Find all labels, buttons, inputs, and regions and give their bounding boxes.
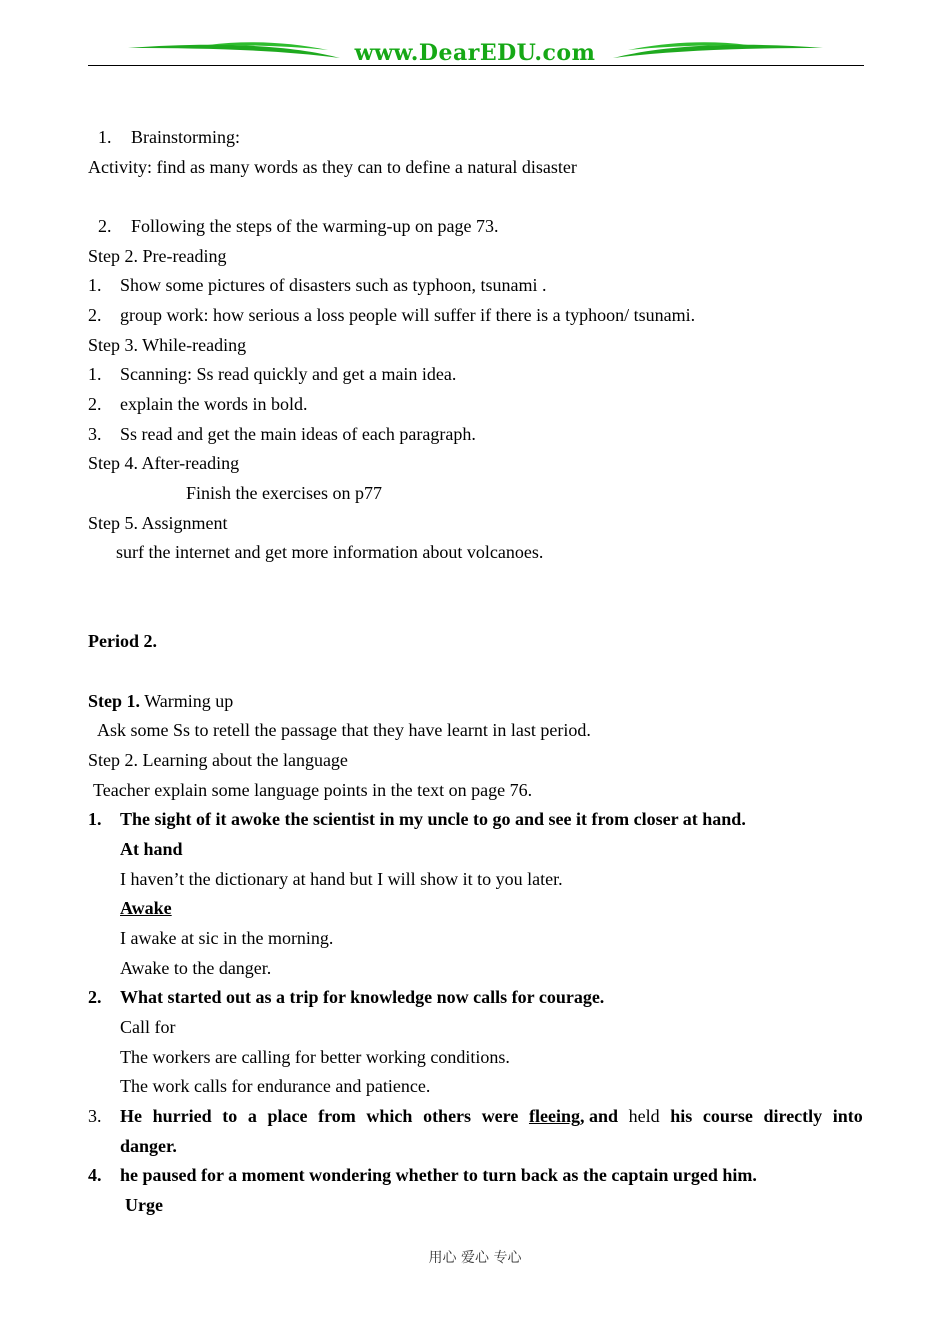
- example-sentence: The work calls for endurance and patience.: [120, 1076, 431, 1096]
- phrase-heading: Awake: [120, 898, 172, 918]
- list-number: 3.: [88, 424, 102, 444]
- step-text: Teacher explain some language points in the text on page 76.: [93, 780, 533, 800]
- page-footer: 用心 爱心 专心: [428, 1250, 522, 1266]
- list-item: group work: how serious a loss people will suffer if there is a typhoon/ tsunami.: [120, 305, 696, 325]
- list-number: 1.: [88, 275, 102, 295]
- step-heading: [88, 690, 233, 712]
- word: from: [318, 1106, 356, 1126]
- phrase-heading: Call for: [120, 1017, 176, 1037]
- list-number: 2.: [98, 216, 112, 236]
- list-item-warming-up: Following the steps of the warming-up on page 73.: [131, 216, 499, 236]
- word: held: [628, 1106, 660, 1126]
- list-number: 4.: [88, 1165, 102, 1185]
- word: were: [481, 1106, 519, 1126]
- list-number: 1.: [88, 809, 102, 829]
- example-sentence: The workers are calling for better working conditions.: [120, 1047, 510, 1067]
- step-label: Step 1.: [88, 691, 141, 711]
- step-heading: Step 5. Assignment: [88, 513, 228, 533]
- list-number: 2.: [88, 987, 102, 1007]
- word: directly: [763, 1106, 823, 1126]
- word: into: [832, 1106, 863, 1126]
- underlined-word: fleeing: [528, 1106, 580, 1126]
- word: a: [247, 1106, 257, 1126]
- list-item: Ss read and get the main ideas of each paragraph.: [120, 424, 476, 444]
- word: course: [702, 1106, 753, 1126]
- word: hurried: [152, 1106, 212, 1126]
- list-item: explain the words in bold.: [120, 394, 308, 414]
- list-item: Scanning: Ss read quickly and get a main idea.: [120, 364, 457, 384]
- key-sentence: [120, 1105, 863, 1127]
- step-heading: Step 3. While-reading: [88, 335, 247, 355]
- step-title: Warming up: [140, 691, 234, 711]
- step-heading: Step 2. Learning about the language: [88, 750, 348, 770]
- step-text: Ask some Ss to retell the passage that they have learnt in last period.: [97, 720, 591, 740]
- list-number: 2.: [88, 394, 102, 414]
- phrase-heading: At hand: [120, 839, 183, 859]
- list-number: 3.: [88, 1106, 102, 1126]
- list-item: Show some pictures of disasters such as typhoon, tsunami .: [120, 275, 547, 295]
- list-number: 1.: [98, 127, 112, 147]
- step-heading: Step 4. After-reading: [88, 453, 240, 473]
- word: others: [423, 1106, 472, 1126]
- example-sentence: Awake to the danger.: [120, 958, 272, 978]
- step-text: surf the internet and get more information about volcanoes.: [116, 542, 544, 562]
- list-item-brainstorming: Brainstorming:: [131, 127, 240, 147]
- word: which: [366, 1106, 413, 1126]
- word: place: [267, 1106, 308, 1126]
- key-sentence: The sight of it awoke the scientist in my uncle to go and see it from closer at hand.: [120, 809, 746, 829]
- activity-text: Activity: find as many words as they can to define a natural disaster: [88, 157, 577, 177]
- step-heading: Step 2. Pre-reading: [88, 246, 227, 266]
- key-sentence: What started out as a trip for knowledge now calls for courage.: [120, 987, 605, 1007]
- header-divider: [88, 65, 864, 66]
- word: his: [670, 1106, 693, 1126]
- key-sentence: he paused for a moment wondering whether to turn back as the captain urged him.: [120, 1165, 757, 1185]
- phrase-heading: Urge: [125, 1195, 163, 1215]
- word: , and: [579, 1106, 618, 1126]
- site-logo-text: www.DearEDU.com: [354, 40, 596, 66]
- example-sentence: I awake at sic in the morning.: [120, 928, 334, 948]
- list-number: 1.: [88, 364, 102, 384]
- key-sentence-continued: danger.: [120, 1136, 177, 1156]
- period-title: Period 2.: [88, 631, 157, 651]
- word: to: [222, 1106, 238, 1126]
- example-sentence: I haven’t the dictionary at hand but I will show it to you later.: [120, 869, 563, 889]
- list-number: 2.: [88, 305, 102, 325]
- step-text: Finish the exercises on p77: [186, 483, 382, 503]
- word: He: [120, 1106, 142, 1126]
